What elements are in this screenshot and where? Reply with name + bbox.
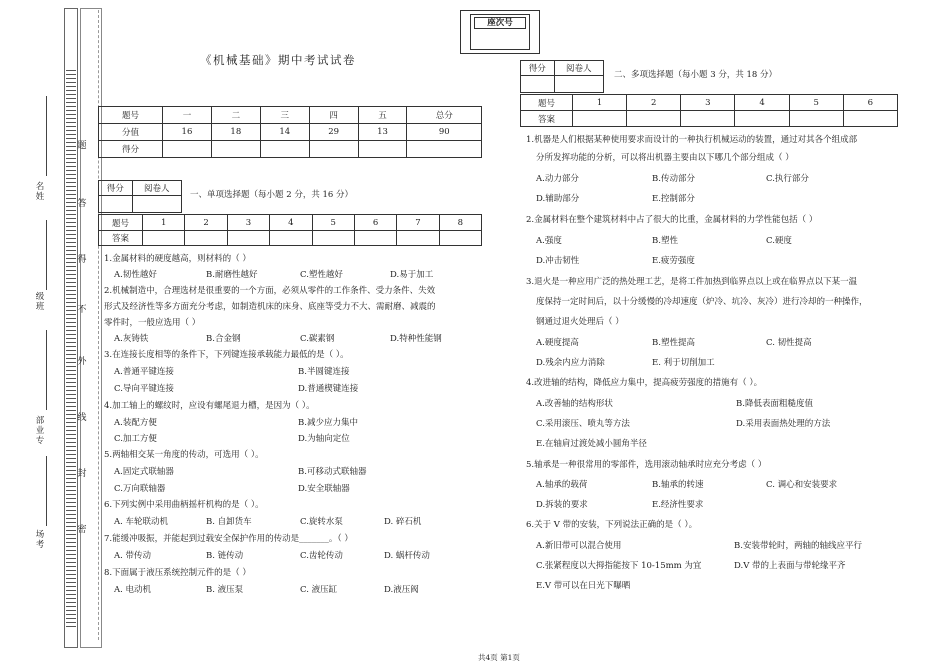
- option: D.冲击韧性: [536, 256, 580, 266]
- got-cell[interactable]: [309, 141, 358, 158]
- question-stem: 4.加工轴上的螺纹时，应设有螺尾退力槽，是因为（ ）。: [104, 401, 315, 411]
- option: C.万向联轴器: [114, 484, 166, 494]
- option: C.执行部分: [766, 174, 809, 184]
- score-value-cell: 14: [260, 124, 309, 141]
- score-value-cell: 90: [407, 124, 482, 141]
- answer-num-cell: 4: [735, 95, 789, 111]
- seal-char: 线: [77, 413, 87, 423]
- score-header-cell: 四: [309, 107, 358, 124]
- grader-score-cell[interactable]: [99, 196, 133, 213]
- grader-reviewer-cell[interactable]: [132, 196, 181, 213]
- option: A.改善轴的结构形状: [536, 399, 613, 409]
- answer-cell[interactable]: [227, 231, 269, 246]
- seal-char: 封: [77, 469, 87, 479]
- option: B.耐磨性越好: [206, 270, 258, 280]
- question-stem: 分所发挥功能的分析，可以将出机器主要由以下哪几个部分组成（ ）: [536, 153, 794, 163]
- score-header-cell: 总分: [407, 107, 482, 124]
- option: B.塑性提高: [652, 338, 695, 348]
- got-cell[interactable]: [211, 141, 260, 158]
- option: C.导向平键连接: [114, 384, 174, 394]
- option: E.经济性要求: [652, 500, 704, 510]
- option: A.轴承的载荷: [536, 480, 588, 490]
- question-stem: 2.机械制造中，合理选材是很重要的一个方面，必须从零件的工作条件、受力条件、失效: [104, 286, 436, 296]
- option: D.安全联轴器: [298, 484, 350, 494]
- option: C.塑性越好: [300, 270, 343, 280]
- question-stem: 6.关于 V 带的安装，下列说法正确的是（ ）。: [526, 520, 698, 530]
- option: C.旋转水泵: [300, 517, 343, 527]
- answer-num-cell: 6: [843, 95, 897, 111]
- question-stem: 7.能缓冲吸振，并能起到过载安全保护作用的传动是_______。（ ）: [104, 534, 353, 544]
- question-stem: 8.下面属于液压系统控制元件的是（ ）: [104, 568, 251, 578]
- answer-num-cell: 5: [312, 215, 354, 231]
- option: E.疲劳强度: [652, 256, 695, 266]
- option: B.塑性: [652, 236, 678, 246]
- option: D.V 带的上表面与带轮缘平齐: [734, 561, 846, 571]
- option: A.固定式联轴器: [114, 467, 174, 477]
- got-row-label: 得分: [99, 141, 163, 158]
- class-label: 级 班: [35, 292, 45, 312]
- option: C.硬度: [766, 236, 792, 246]
- sec1-grader-box: [98, 180, 182, 213]
- question-stem: 度保持一定时间后，以十分缓慢的冷却速度（炉冷、坑冷、灰冷）进行冷却的一种操作，: [536, 297, 868, 307]
- question-stem: 零件时，一般应选用（ ）: [104, 318, 201, 328]
- option: D.辅助部分: [536, 194, 580, 204]
- answer-num-cell: 7: [397, 215, 439, 231]
- seal-char: 得: [77, 255, 87, 265]
- answer-num-label: 题号: [521, 95, 573, 111]
- answer-cell[interactable]: [397, 231, 439, 246]
- answer-num-cell: 1: [573, 95, 627, 111]
- option: D.普通楔键连接: [298, 384, 359, 394]
- option: A.普通平键连接: [114, 367, 174, 377]
- seat-number-label: 座次号: [474, 17, 526, 29]
- score-table: [98, 106, 482, 158]
- answer-num-cell: 4: [270, 215, 312, 231]
- option: C.采用滚压、喷丸等方法: [536, 419, 630, 429]
- got-cell[interactable]: [163, 141, 212, 158]
- name-line: [46, 96, 47, 176]
- option: C.碳素钢: [300, 334, 335, 344]
- option: D. 蜗杆传动: [384, 551, 430, 561]
- score-value-cell: 29: [309, 124, 358, 141]
- option: E.控制部分: [652, 194, 695, 204]
- answer-cell[interactable]: [735, 111, 789, 127]
- option: B.轴承的转速: [652, 480, 704, 490]
- option: E.在轴肩过渡处减小圆角半径: [536, 439, 647, 449]
- option: D.易于加工: [390, 270, 434, 280]
- got-cell[interactable]: [358, 141, 407, 158]
- answer-num-label: 题号: [99, 215, 143, 231]
- answer-cell[interactable]: [789, 111, 843, 127]
- question-stem: 6.下列实例中采用曲柄摇杆机构的是（ ）。: [104, 500, 264, 510]
- sec1-answer-table: [98, 214, 482, 246]
- answer-num-cell: 5: [789, 95, 843, 111]
- option: E. 利于切削加工: [652, 358, 715, 368]
- exam-room-label: 场 考: [35, 530, 45, 550]
- answer-num-cell: 3: [681, 95, 735, 111]
- answer-cell[interactable]: [354, 231, 396, 246]
- option: D.采用表面热处理的方法: [736, 419, 831, 429]
- option: B.安装带轮时，两轴的轴线应平行: [734, 541, 862, 551]
- option: A.韧性越好: [114, 270, 157, 280]
- option: B. 链传动: [206, 551, 244, 561]
- grader-score-cell[interactable]: [521, 76, 555, 93]
- answer-cell[interactable]: [681, 111, 735, 127]
- option: C. 韧性提高: [766, 338, 812, 348]
- score-row-label: 分值: [99, 124, 163, 141]
- score-header-cell: 一: [163, 107, 212, 124]
- option: C.张紧程度以大拇指能按下 10-15mm 为宜: [536, 561, 702, 571]
- option: D.残余内应力消除: [536, 358, 605, 368]
- option: B.降低表面粗糙度值: [736, 399, 813, 409]
- score-header-cell: 三: [260, 107, 309, 124]
- binding-ruler: [66, 70, 76, 630]
- score-value-cell: 16: [163, 124, 212, 141]
- answer-cell[interactable]: [312, 231, 354, 246]
- grader-score-label: 得分: [521, 61, 555, 76]
- option: D.液压阀: [384, 585, 419, 595]
- seal-char: 外: [77, 357, 87, 367]
- question-stem: 4.改进轴的结构，降低应力集中，提高疲劳强度的措施有（ ）。: [526, 378, 763, 388]
- score-value-cell: 13: [358, 124, 407, 141]
- question-stem: 5.轴承是一种很常用的零部件，选用滚动轴承时应充分考虑（ ）: [526, 460, 767, 470]
- major-label: 部 业 专: [35, 416, 45, 446]
- option: D.拆装的要求: [536, 500, 588, 510]
- answer-num-cell: 6: [354, 215, 396, 231]
- sec2-heading: 二、多项选择题（每小题 3 分，共 18 分）: [614, 70, 778, 80]
- score-header-cell: 五: [358, 107, 407, 124]
- question-stem: 1.机器是人们根据某种使用要求而设计的一种执行机械运动的装置，通过对其各个组成部: [526, 135, 858, 145]
- score-header-cell: 题号: [99, 107, 163, 124]
- option: B.可移动式联轴器: [298, 467, 367, 477]
- option: A.灰铸铁: [114, 334, 149, 344]
- question-stem: 5.两轴相交某一角度的传动，可选用（ ）。: [104, 450, 264, 460]
- sec1-heading: 一、单项选择题（每小题 2 分，共 16 分）: [190, 190, 354, 200]
- seal-char: 题: [77, 141, 87, 151]
- grader-score-label: 得分: [99, 181, 133, 196]
- answer-cell[interactable]: [185, 231, 227, 246]
- question-stem: 3.在连接长度相等的条件下，下列键连接承载能力最低的是（ ）。: [104, 350, 349, 360]
- question-stem: 钢通过退火处理后（ ）: [536, 317, 624, 327]
- answer-label: 答案: [99, 231, 143, 246]
- option: B.传动部分: [652, 174, 695, 184]
- option: E.V 带可以在日光下曝晒: [536, 581, 631, 591]
- page-footer: 共4页 第1页: [478, 653, 520, 662]
- sec2-grader-box: [520, 60, 604, 93]
- question-stem: 形式及经济性等多方面充分考虑，如制造机床的床身、底座等受力不大、需耐磨、减震的: [104, 302, 436, 312]
- option: B. 液压泵: [206, 585, 244, 595]
- seal-char: 不: [77, 305, 87, 315]
- option: A. 车轮联动机: [114, 517, 169, 527]
- score-value-cell: 18: [211, 124, 260, 141]
- seal-char: 密: [77, 525, 87, 535]
- answer-num-cell: 3: [227, 215, 269, 231]
- option: A.硬度提高: [536, 338, 579, 348]
- option: C. 调心和安装要求: [766, 480, 838, 490]
- answer-cell[interactable]: [439, 231, 481, 246]
- answer-label: 答案: [521, 111, 573, 127]
- answer-cell[interactable]: [270, 231, 312, 246]
- exam-room-line: [46, 456, 47, 526]
- option: B.减少应力集中: [298, 418, 358, 428]
- option: A.装配方便: [114, 418, 157, 428]
- question-stem: 1.金属材料的硬度越高，则材料的（ ）: [104, 254, 251, 264]
- score-header-cell: 二: [211, 107, 260, 124]
- answer-cell[interactable]: [573, 111, 627, 127]
- grader-reviewer-label: 阅卷人: [554, 61, 603, 76]
- page-title: 《机械基础》期中考试试卷: [200, 53, 356, 67]
- option: A.动力部分: [536, 174, 579, 184]
- option: D.特种性能钢: [390, 334, 442, 344]
- got-cell[interactable]: [407, 141, 482, 158]
- answer-num-cell: 1: [143, 215, 185, 231]
- option: D.为轴向定位: [298, 434, 350, 444]
- option: A.新旧带可以混合使用: [536, 541, 622, 551]
- option: C.加工方便: [114, 434, 157, 444]
- class-line: [46, 220, 47, 290]
- answer-cell[interactable]: [627, 111, 681, 127]
- sec2-answer-table: [520, 94, 898, 127]
- answer-cell[interactable]: [843, 111, 897, 127]
- answer-cell[interactable]: [143, 231, 185, 246]
- option: B.合金钢: [206, 334, 241, 344]
- answer-num-cell: 2: [185, 215, 227, 231]
- got-cell[interactable]: [260, 141, 309, 158]
- grader-reviewer-cell[interactable]: [554, 76, 603, 93]
- option: D. 碎石机: [384, 517, 422, 527]
- answer-num-cell: 2: [627, 95, 681, 111]
- option: B.半圆键连接: [298, 367, 350, 377]
- question-stem: 2.金属材料在整个建筑材料中占了很大的比重，金属材料的力学性能包括（ ）: [526, 215, 818, 225]
- option: A. 带传动: [114, 551, 152, 561]
- question-stem: 3.退火是一种应用广泛的热处理工艺，是将工件加热到临界点以上或在临界点以下某一温: [526, 277, 858, 287]
- major-line: [46, 330, 47, 410]
- name-label: 名 姓: [35, 182, 45, 202]
- seal-line: [98, 10, 99, 640]
- answer-num-cell: 8: [439, 215, 481, 231]
- option: C.齿轮传动: [300, 551, 343, 561]
- option: A.强度: [536, 236, 562, 246]
- seal-char: 答: [77, 199, 87, 209]
- option: A. 电动机: [114, 585, 152, 595]
- grader-reviewer-label: 阅卷人: [132, 181, 181, 196]
- option: C. 液压缸: [300, 585, 338, 595]
- option: B. 自卸货车: [206, 517, 252, 527]
